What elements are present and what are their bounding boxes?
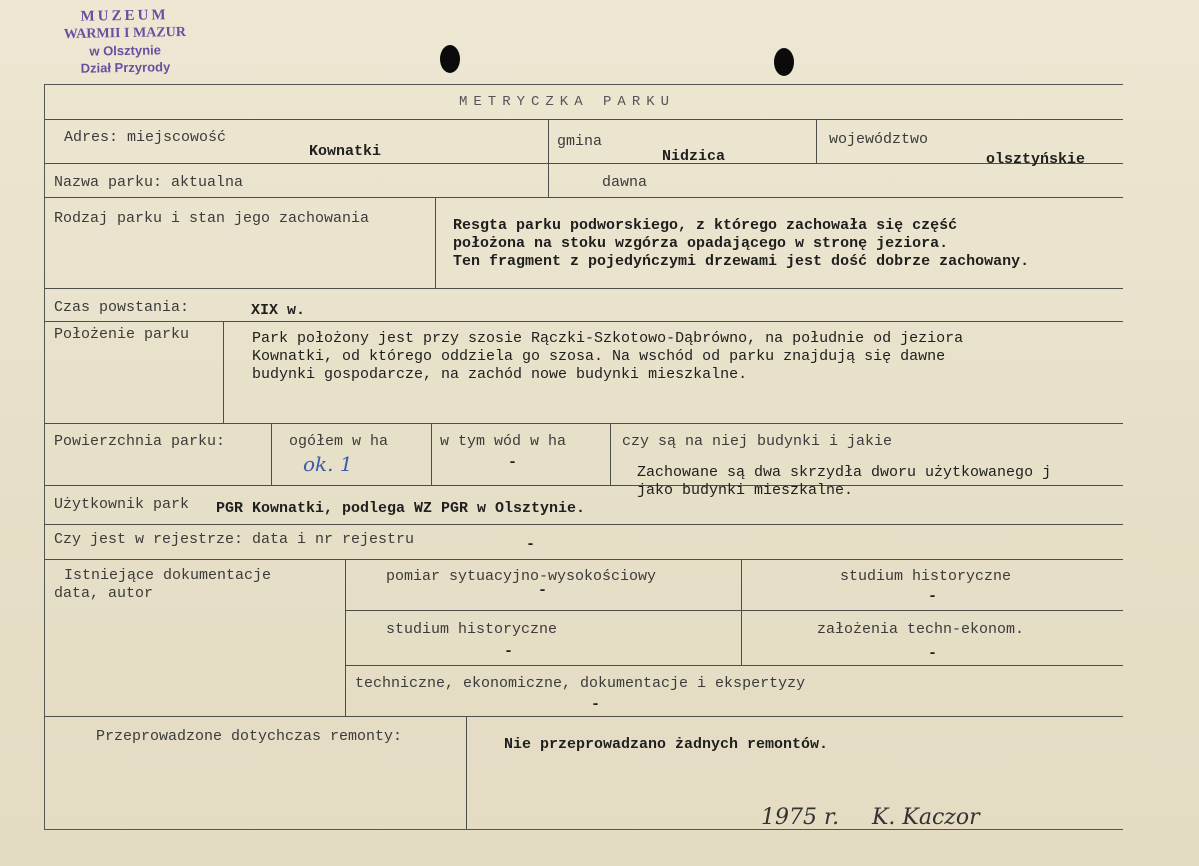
survey-value: -: [538, 582, 548, 599]
signature-line: [761, 829, 981, 830]
rule: [345, 665, 1123, 666]
divider: [435, 197, 436, 288]
tech-eco-label: założenia techn-ekonom.: [817, 621, 1025, 638]
park-type-text: Resgta parku podworskiego, z którego zachowała się część położona na stoku wzgórza opadającego w stronę jeziora. Ten fragment z pojedyńczymi drzewami jest dość dobrze zachowany.: [453, 217, 1030, 270]
former-name-label: dawna: [602, 174, 648, 191]
punch-hole-right: [774, 48, 794, 76]
rule: [345, 610, 1123, 611]
rule: [45, 321, 1123, 322]
water-area-label: w tym wód w ha: [440, 433, 567, 450]
divider: [741, 559, 742, 665]
rule: [45, 119, 1123, 120]
divider: [271, 423, 272, 485]
divider: [816, 119, 817, 163]
rule: [45, 163, 1123, 164]
divider: [345, 559, 346, 716]
created-label: Czas powstania:: [54, 299, 190, 316]
location-text: Park położony jest przy szosie Rączki-Szkotowo-Dąbrówno, na południe od jeziora Kownatki, od którego oddziela go szosa. Na wschód od parku znajdują się dawne budynki gospodarcze, na zachód nowe budynki mieszkalne.: [252, 330, 964, 383]
form-title: METRYCZKA PARKU: [459, 94, 676, 110]
commune-value: Nidzica: [662, 148, 726, 165]
divider: [610, 423, 611, 485]
registry-value: -: [526, 536, 536, 553]
docs-label: Istniejące dokumentacje: [64, 567, 272, 584]
rule: [45, 197, 1123, 198]
stamp-line-4: Dział Przyrody: [80, 59, 171, 76]
rule: [45, 423, 1123, 424]
park-record-form: [44, 84, 1123, 830]
signature-date: 1975 r.: [761, 805, 840, 830]
stamp-line-1: MUZEUM: [80, 7, 169, 25]
area-total-value: ok. 1: [303, 452, 353, 476]
rule: [45, 559, 1123, 560]
repairs-label: Przeprowadzone dotychczas remonty:: [96, 728, 403, 745]
created-value: XIX w.: [251, 302, 306, 319]
user-label: Użytkownik park: [54, 496, 190, 513]
punch-hole-left: [440, 45, 460, 73]
museum-stamp: [39, 7, 210, 78]
user-value: PGR Kownatki, podlega WZ PGR w Olsztynie.: [216, 500, 586, 517]
buildings-value: Zachowane są dwa skrzydła dworu użytkowanego j jako budynki mieszkalne.: [637, 464, 1052, 499]
locality-value: Kownatki: [309, 143, 382, 160]
repairs-value: Nie przeprowadzano żadnych remontów.: [504, 736, 829, 753]
registry-label: Czy jest w rejestrze: data i nr rejestru: [54, 531, 415, 548]
stamp-line-3: w Olsztynie: [89, 42, 162, 59]
province-label: województwo: [829, 131, 929, 148]
survey-label: pomiar sytuacyjno-wysokościowy: [386, 568, 657, 585]
history-study-value-right: -: [928, 588, 938, 605]
expertise-label: techniczne, ekonomiczne, dokumentacje i ekspertyzy: [355, 675, 806, 692]
address-label: Adres: miejscowość: [64, 129, 227, 146]
area-label: Powierzchnia parku:: [54, 433, 226, 450]
rule: [45, 524, 1123, 525]
divider: [223, 321, 224, 423]
area-total-label: ogółem w ha: [289, 433, 389, 450]
divider: [548, 119, 549, 197]
rule: [45, 716, 1123, 717]
docs-sublabel: data, autor: [54, 585, 154, 602]
stamp-line-2: WARMII I MAZUR: [63, 24, 187, 43]
tech-eco-value: -: [928, 645, 938, 662]
park-type-label: Rodzaj parku i stan jego zachowania: [54, 210, 370, 227]
water-area-value: -: [508, 454, 518, 471]
province-value: olsztyńskie: [986, 151, 1086, 168]
divider: [431, 423, 432, 485]
expertise-value: -: [591, 696, 601, 713]
park-name-label: Nazwa parku: aktualna: [54, 174, 244, 191]
rule: [45, 288, 1123, 289]
divider: [466, 716, 467, 829]
commune-label: gmina: [557, 133, 603, 150]
signature-name: K. Kaczor: [872, 805, 980, 830]
history-study-label-right: studium historyczne: [840, 568, 1012, 585]
location-label: Położenie parku: [54, 326, 190, 343]
buildings-label: czy są na niej budynki i jakie: [622, 433, 893, 450]
history-study-value-left: -: [504, 643, 514, 660]
history-study-label-left: studium historyczne: [386, 621, 558, 638]
